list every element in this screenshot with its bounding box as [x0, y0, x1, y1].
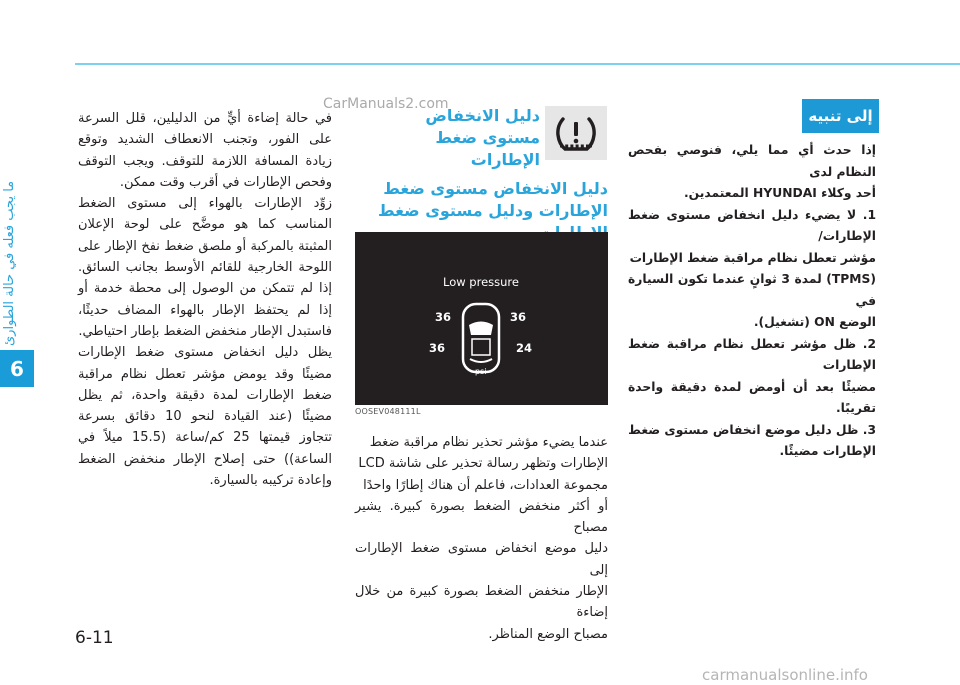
watermark-bottom[interactable]: carmanualsonline.info [702, 666, 868, 684]
caution-line: مضيئًا بعد أن أومض لمدة دقيقة واحدة تقريبًا. [628, 379, 876, 415]
header-rule [75, 63, 960, 65]
left-paragraph: في حالة إضاءة أيٍّ من الدليلين، قلل السرعة على الفور، وتجنب الانعطاف الشديد وتوقع زيادة المسافة اللازمة للتوقف. ويجب التوقف وفحص الإطارات في أقرب وقت ممكن. [78, 111, 332, 190]
left-text [78, 108, 332, 491]
low-pressure-title: Low pressure [443, 275, 519, 289]
page-number: 6-11 [75, 628, 114, 648]
car-top-view-icon [459, 301, 503, 375]
caution-text [628, 140, 876, 463]
caution-line: الوضع ON (تشغيل). [753, 315, 876, 329]
middle-line: الإطار منخفض الضغط بصورة كبيرة من خلال إضاءة [355, 584, 608, 621]
tpms-warning-icon [545, 106, 607, 160]
caution-line: 1. لا يضيء دليل انخفاض مستوى ضغط الإطارات/ [628, 207, 876, 243]
middle-line: أو أكثر منخفض الضغط بصورة كبيرة. يشير مصباح [355, 498, 608, 536]
left-paragraph: يظل دليل انخفاض مستوى ضغط الإطارات مضيئًا وقد يومض مؤشر تعطل نظام مراقبة ضغط الإطارات لمدة دقيقة واحدة، ثم يظل مضيئًا (عند القيادة لنحو 10 دقائق بسرعة تتجاوز قيمتها 25 كم/ساعة (15.5 ميلاً في الساعة)) حتى إصلاح الإطار منخفض الضغط وإعادة تركيبه بالسيارة. [78, 345, 332, 489]
tpms-icon-title: دليل الانخفاض مستوى ضغط الإطارات [425, 106, 540, 169]
caution-line: أحد وكلاء HYUNDAI المعتمدين. [684, 186, 876, 200]
middle-line: مجموعة العدادات، فاعلم أن هناك إطارًا واحدًا [363, 477, 608, 493]
caution-line: 3. ظل دليل موضع انخفاض مستوى ضغط [628, 422, 876, 437]
watermark-top[interactable]: CarManuals2.com [323, 96, 449, 112]
tyre-rear-right-pressure: 24 [516, 341, 533, 355]
caution-line: مؤشر تعطل نظام مراقبة ضغط الإطارات [629, 250, 876, 265]
middle-line: الإطارات وتظهر رسالة تحذير على شاشة LCD [358, 456, 608, 472]
chapter-tab: 6 [0, 350, 34, 387]
tyre-rear-left-pressure: 36 [429, 341, 446, 355]
caution-label: إلى تنبيه [802, 99, 879, 133]
middle-text [355, 432, 608, 645]
section-heading: دليل الانخفاض مستوى ضغط الإطارات ودليل مستوى ضغط [378, 179, 608, 220]
middle-line: مصباح الوضع المناظر. [488, 626, 608, 642]
chapter-title: ما يجب فعله في حالة الطوارئ [2, 180, 17, 346]
tyre-front-right-pressure: 36 [510, 310, 527, 324]
middle-line: عندما يضيء مؤشر تحذير نظام مراقبة ضغط [369, 435, 608, 450]
middle-line: دليل موضع انخفاض مستوى ضغط الإطارات إلى [355, 541, 608, 578]
caution-line: الإطارات مضيئًا. [779, 444, 876, 458]
image-code: OOSEV048111L [355, 407, 421, 416]
left-paragraph: زوِّد الإطارات بالهواء إلى مستوى الضغط المناسب كما هو موضَّح على لوحة الإعلان المثبتة بالمركبة أو ملصق ضغط نفخ الإطار على اللوحة الخارجية للقائم الأوسط بجانب السائق. إذا لم تتمكن من الوصول إلى محطة خدمة أو إذا لم يحتفظ الإطار بالهواء المضاف حديثًا، فاستبدل الإطار منخفض الضغط بإطار احتياطي. [78, 196, 332, 339]
pressure-unit: psi [475, 367, 487, 376]
caution-line: إذا حدث أي مما يلي، فنوصي بفحص النظام لدى [628, 143, 876, 179]
tyre-front-left-pressure: 36 [435, 310, 452, 324]
caution-line: (TPMS) لمدة 3 ثوانٍ عندما تكون السيارة في [628, 272, 876, 308]
caution-line: 2. ظل مؤشر تعطل نظام مراقبة ضغط الإطارات [628, 336, 876, 372]
instrument-cluster-display [355, 232, 608, 405]
